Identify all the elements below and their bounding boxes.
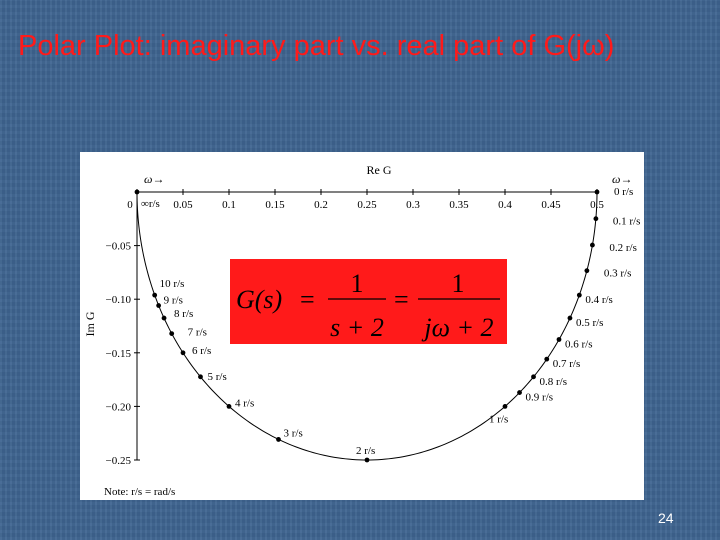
data-point: [169, 331, 174, 336]
point-label: ∞r/s: [141, 198, 160, 210]
point-label: 0.8 r/s: [539, 375, 568, 388]
x-tick-label: 0.15: [265, 199, 285, 211]
data-point: [156, 303, 161, 308]
x-axis-title: Re G: [366, 163, 392, 177]
data-point: [584, 268, 589, 273]
point-label: 0 r/s: [614, 186, 634, 198]
x-tick-label: 0.1: [222, 199, 236, 211]
note-text: Note: r/s = rad/s: [104, 486, 176, 498]
formula-eq1: =: [300, 285, 315, 314]
point-label: 0.4 r/s: [585, 294, 613, 307]
data-point: [503, 404, 508, 409]
data-point: [595, 190, 600, 195]
y-tick-label: −0.05: [105, 240, 131, 253]
y-axis-title: Im G: [83, 311, 97, 337]
data-point: [227, 404, 232, 409]
point-label: 10 r/s: [159, 278, 185, 291]
point-label: 6 r/s: [192, 344, 212, 357]
data-point: [135, 190, 140, 195]
page-number: 24: [658, 510, 674, 526]
point-label: 0.5 r/s: [575, 317, 604, 330]
point-label: 8 r/s: [174, 308, 194, 321]
point-label: 0.1 r/s: [612, 215, 641, 228]
point-label: 0.6 r/s: [565, 338, 593, 351]
point-label: 0.3 r/s: [603, 267, 632, 280]
point-label: 0.9 r/s: [525, 391, 554, 404]
formula-frac2-den: jω + 2: [424, 313, 494, 342]
y-tick-label: −0.10: [105, 294, 131, 307]
point-label: 9 r/s: [163, 294, 183, 307]
data-point: [276, 437, 281, 442]
polar-plot-figure: [80, 152, 644, 500]
formula-svg: [230, 259, 507, 344]
data-point: [544, 357, 549, 362]
data-point: [181, 350, 186, 355]
omega-arrow-left: ω→: [144, 172, 165, 186]
point-label: 4 r/s: [235, 397, 255, 410]
data-point: [593, 216, 598, 221]
formula-frac2-num: 1: [451, 269, 465, 298]
data-point: [590, 243, 595, 248]
slide-title: Polar Plot: imaginary part vs. real part of G(jω): [18, 30, 615, 62]
x-tick-label: 0.5: [590, 199, 604, 211]
formula-eq2: =: [394, 285, 409, 314]
y-tick-label: −0.25: [105, 455, 131, 467]
point-label: 1 r/s: [489, 413, 509, 426]
x-tick-label: 0.25: [357, 199, 377, 211]
omega-arrow-right: ω→: [612, 172, 633, 186]
data-point: [568, 316, 573, 321]
x-tick-label: 0.2: [314, 199, 328, 211]
formula-lhs: G(s): [236, 285, 283, 314]
x-tick-label: 0.4: [498, 199, 512, 211]
y-tick-label: −0.15: [105, 347, 131, 360]
formula-frac1-num: 1: [350, 269, 364, 298]
point-label: 5 r/s: [207, 370, 227, 383]
data-point: [365, 458, 370, 463]
point-label: 7 r/s: [187, 326, 207, 339]
data-point: [531, 374, 536, 379]
y-tick-label: −0.20: [105, 401, 131, 414]
x-tick-label: 0.45: [541, 199, 561, 211]
data-point: [577, 293, 582, 298]
x-tick-label: 0.05: [173, 199, 193, 211]
data-point: [162, 316, 167, 321]
data-point: [557, 337, 562, 342]
data-point: [152, 293, 157, 298]
formula-frac1-den: s + 2: [330, 313, 384, 342]
x-tick-label: 0: [127, 199, 133, 211]
point-label: 2 r/s: [356, 445, 376, 457]
point-label: 0.2 r/s: [609, 242, 637, 255]
x-tick-label: 0.35: [449, 199, 469, 211]
point-label: 0.7 r/s: [552, 358, 581, 371]
data-point: [198, 374, 203, 379]
point-label: 3 r/s: [283, 427, 303, 440]
x-tick-label: 0.3: [406, 199, 420, 211]
transfer-function-formula: [230, 259, 507, 344]
data-point: [517, 390, 522, 395]
